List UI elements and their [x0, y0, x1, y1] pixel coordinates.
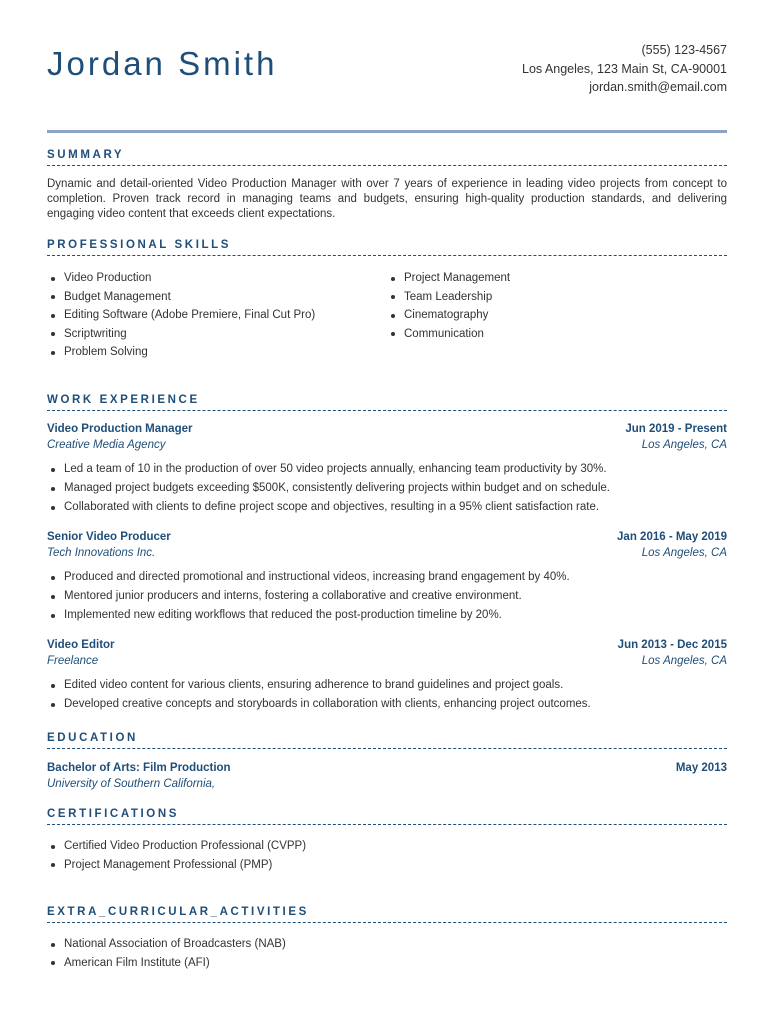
section-title-experience: WORK EXPERIENCE	[47, 393, 727, 411]
job-entry	[47, 639, 727, 714]
contact-block	[522, 41, 727, 97]
certifications-list	[47, 837, 306, 874]
job-bullet: Implemented new editing workflows that reduced the post-production timeline by 20%.	[47, 606, 727, 625]
skill-item: Editing Software (Adobe Premiere, Final Cut Pro)	[47, 306, 315, 325]
certification-item: Project Management Professional (PMP)	[47, 856, 306, 875]
job-bullet: Collaborated with clients to define project scope and objectives, resulting in a 95% client satisfaction rate.	[47, 498, 727, 517]
contact-email[interactable]: jordan.smith@email.com	[589, 80, 727, 94]
skill-item: Budget Management	[47, 288, 315, 307]
section-title-skills: PROFESSIONAL SKILLS	[47, 238, 727, 256]
job-entry	[47, 531, 727, 625]
skills-list-left	[47, 269, 315, 362]
skill-item: Team Leadership	[387, 288, 510, 307]
job-bullets	[47, 676, 727, 714]
job-title: Video Production Manager	[47, 423, 193, 435]
skills-list-right	[387, 269, 510, 343]
job-company: Tech Innovations Inc.	[47, 547, 156, 559]
degree: Bachelor of Arts: Film Production	[47, 762, 231, 774]
candidate-name: Jordan Smith	[47, 45, 278, 82]
job-title: Video Editor	[47, 639, 115, 651]
skill-item: Project Management	[387, 269, 510, 288]
job-location: Los Angeles, CA	[641, 439, 727, 451]
skill-item: Scriptwriting	[47, 325, 315, 344]
education-date: May 2013	[675, 762, 727, 774]
section-title-activities: EXTRA_CURRICULAR_ACTIVITIES	[47, 905, 727, 923]
school: University of Southern California,	[47, 778, 216, 790]
job-dates: Jan 2016 - May 2019	[617, 531, 727, 543]
job-bullets	[47, 460, 727, 517]
job-bullet: Edited video content for various clients, ensuring adherence to brand guidelines and project goals.	[47, 676, 727, 695]
job-company: Freelance	[47, 655, 99, 667]
education-entry	[47, 762, 727, 794]
job-company: Creative Media Agency	[47, 439, 166, 451]
section-title-certifications: CERTIFICATIONS	[47, 807, 727, 825]
section-title-education: EDUCATION	[47, 731, 727, 749]
job-title: Senior Video Producer	[47, 531, 171, 543]
job-bullets	[47, 568, 727, 625]
job-bullet: Mentored junior producers and interns, fostering a collaborative and creative environment.	[47, 587, 727, 606]
summary-text: Dynamic and detail-oriented Video Production Manager with over 7 years of experience in leading video projects from concept to completion. Proven track record in managing teams and budgets, ensuring high-quality production standards, and delivering engaging video content that exceeds client expectations.	[47, 178, 727, 220]
section-title-summary: SUMMARY	[47, 148, 727, 166]
contact-phone: (555) 123-4567	[641, 43, 727, 57]
activity-item: National Association of Broadcasters (NAB)	[47, 935, 286, 954]
job-bullet: Developed creative concepts and storyboards in collaboration with clients, enhancing project outcomes.	[47, 695, 727, 714]
contact-address: Los Angeles, 123 Main St, CA-90001	[522, 61, 727, 76]
job-bullet: Produced and directed promotional and instructional videos, increasing brand engagement by 40%.	[47, 568, 727, 587]
activities-list	[47, 935, 286, 972]
job-entry	[47, 423, 727, 517]
skill-item: Communication	[387, 325, 510, 344]
job-location: Los Angeles, CA	[641, 655, 727, 667]
header-divider	[47, 130, 727, 133]
job-location: Los Angeles, CA	[641, 547, 727, 559]
skill-item: Cinematography	[387, 306, 510, 325]
skill-item: Video Production	[47, 269, 315, 288]
job-dates: Jun 2019 - Present	[625, 423, 727, 435]
skill-item: Problem Solving	[47, 343, 315, 362]
job-bullet: Led a team of 10 in the production of over 50 video projects annually, enhancing team productivity by 30%.	[47, 460, 727, 479]
activity-item: American Film Institute (AFI)	[47, 954, 286, 973]
job-dates: Jun 2013 - Dec 2015	[617, 639, 727, 651]
certification-item: Certified Video Production Professional (CVPP)	[47, 837, 306, 856]
job-bullet: Managed project budgets exceeding $500K, consistently delivering projects within budget and on schedule.	[47, 479, 727, 498]
